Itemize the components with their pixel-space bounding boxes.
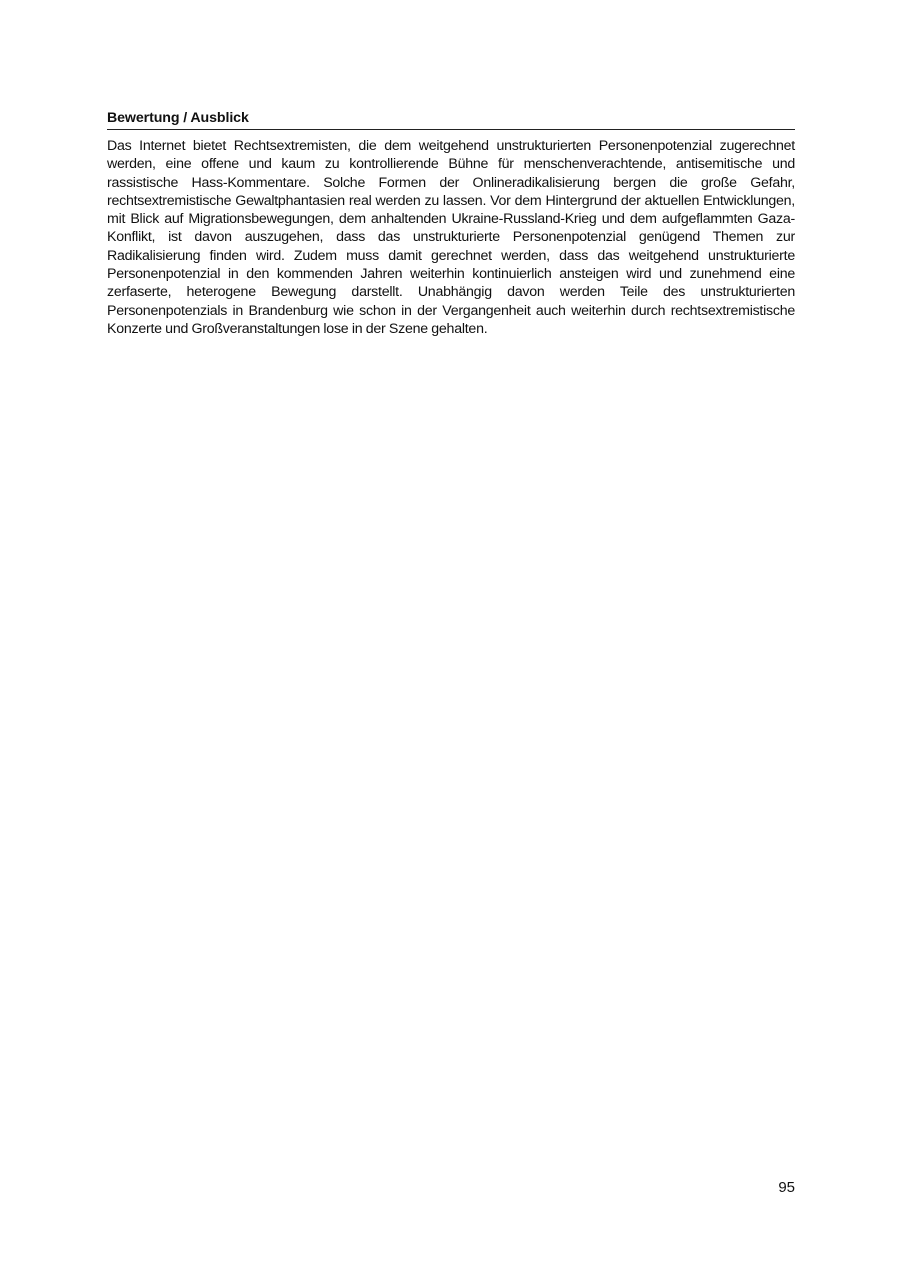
heading-underline-rule bbox=[107, 129, 795, 130]
section-paragraph: Das Internet bietet Rechtsextremisten, die dem weitgehend unstrukturierten Personenpotenzial zugerechnet werden, eine offene und kaum zu kontrollierende Bühne für menschenverachtende, antisemitische und rassistische Hass-Kommentare. Solche Formen der Onlineradikalisierung bergen die große Gefahr, rechtsextremistische Gewaltphantasien real werden zu lassen. Vor dem Hintergrund der aktuellen Entwicklungen, mit Blick auf Migrationsbewegungen, dem anhaltenden Ukraine-Russland-Krieg und dem aufgeflammten Gaza-Konflikt, ist davon auszugehen, dass das unstrukturierte Personenpotenzial genügend Themen zur Radikalisierung finden wird. Zudem muss damit gerechnet werden, dass das weitgehend unstrukturierte Personenpotenzial in den kommenden Jahren weiterhin kontinuierlich ansteigen wird und zunehmend eine zerfaserte, heterogene Bewegung darstellt. Unabhängig davon werden Teile des unstrukturierten Personenpotenzials in Brandenburg wie schon in der Vergangenheit auch weiterhin durch rechtsextremistische Konzerte und Großveranstaltungen lose in der Szene gehalten. bbox=[107, 138, 795, 337]
page-number: 95 bbox=[778, 1179, 795, 1196]
assessment-outlook-section bbox=[107, 108, 795, 338]
section-heading: Bewertung / Ausblick bbox=[107, 110, 249, 126]
